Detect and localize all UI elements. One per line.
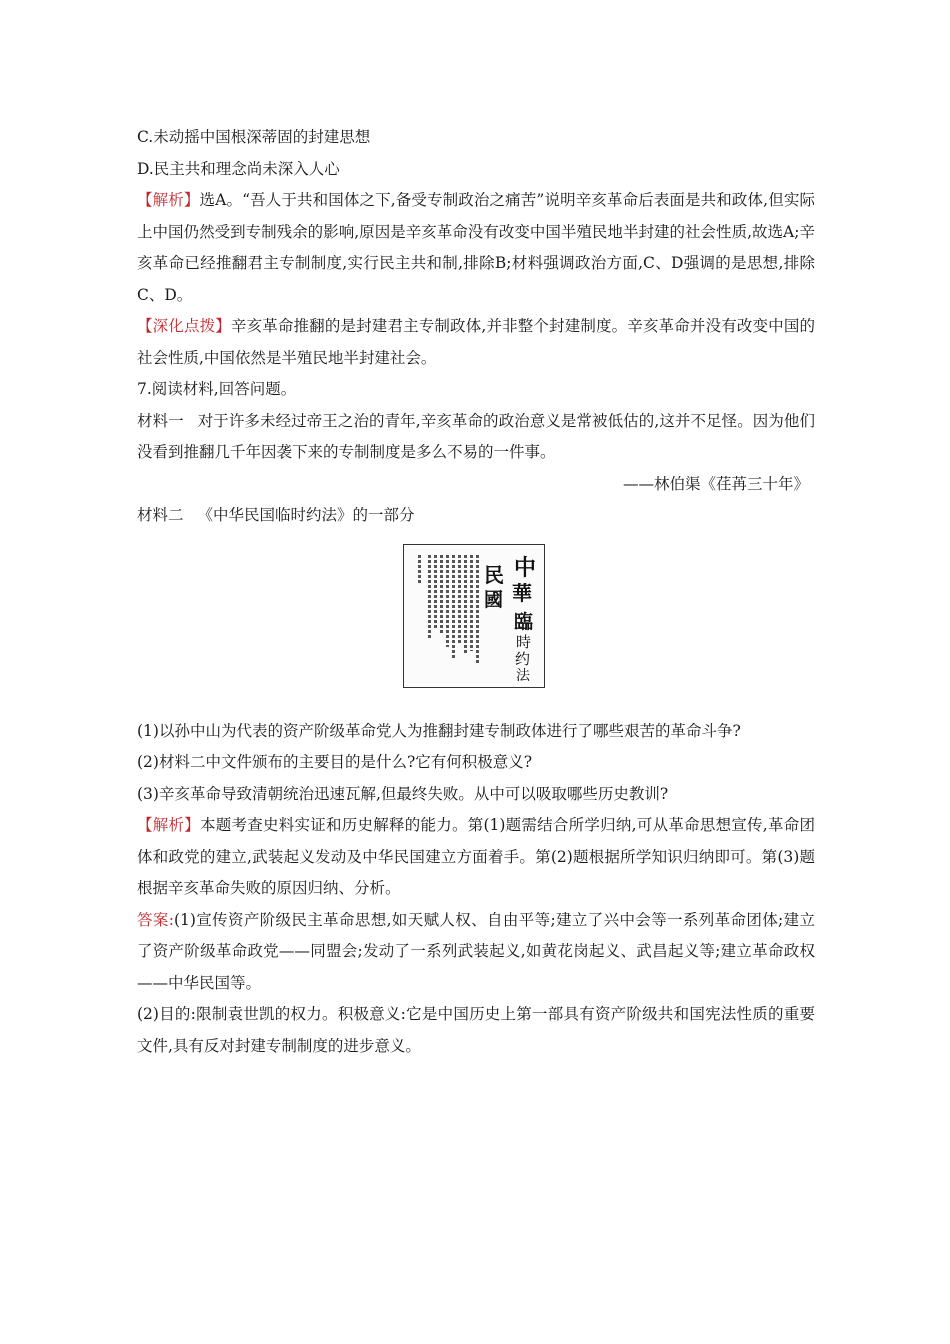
calligraphy-char: 法 (516, 667, 530, 684)
option-d: D.民主共和理念尚未深入人心 (137, 159, 340, 178)
question-2: (2)材料二中文件颁布的主要目的是什么?它有何积极意义? (137, 753, 533, 771)
text-column (464, 555, 467, 655)
text-column (434, 555, 437, 629)
material-1-paragraph (137, 406, 815, 469)
material-1-label: 材料一 (137, 411, 184, 430)
text-column (470, 555, 473, 651)
question-3: (3)辛亥革命导致清朝统治迅速瓦解,但最终失败。从中可以吸取哪些历史教训? (137, 784, 669, 803)
analysis-paragraph-2 (137, 810, 815, 905)
material-1-source: ——林伯渠《荏苒三十年》 (622, 474, 809, 493)
text-column (428, 555, 431, 639)
text-column (452, 555, 455, 659)
deepen-text: 辛亥革命推翻的是封建君主专制政体,并非整个封建制度。辛亥革命并没有改变中国的社会性质,中国依然是半殖民地半封建社会。 (137, 317, 815, 367)
calligraphy-char: 民 (484, 562, 504, 587)
analysis-tag: 【解析】 (137, 816, 200, 834)
material-1-text: 对于许多未经过帝王之治的青年,辛亥革命的政治意义是常被低估的,这并不足怪。因为他们没看到推翻几千年因袭下来的专制制度是多么不易的一件事。 (137, 411, 815, 461)
text-column (458, 555, 461, 643)
material-2-label: 材料二 (137, 506, 184, 524)
question-7-title: 7.阅读材料,回答问题。 (137, 380, 297, 398)
answer-text: (1)宣传资产阶级民主革命思想,如天赋人权、自由平等;建立了兴中会等一系列革命团体;建立了资产阶级革命政党——同盟会;发动了一系列武装起义,如黄花岗起义、武昌起义等;建立革命政权——中华民国等。 (137, 910, 815, 992)
document-page (137, 122, 815, 1062)
text-column (440, 555, 443, 635)
answer-tag: 答案: (137, 910, 174, 929)
analysis-text: 本题考查史料实证和历史解释的能力。第(1)题需结合所学归纳,可从革命思想宣传,革命团体和政党的建立,武装起义发动及中华民国建立方面着手。第(2)题根据所学知识归纳即可。第(3)题根据辛亥革命失败的原因归纳、分析。 (137, 816, 815, 897)
text-column (446, 555, 449, 647)
calligraphy-char: 時 (516, 632, 532, 651)
answer-part-1 (137, 905, 815, 1000)
analysis-tag: 【解析】 (137, 191, 200, 209)
text-column (418, 555, 421, 585)
figure-container (137, 544, 815, 702)
provisional-constitution-image (403, 544, 545, 688)
question-1: (1)以孙中山为代表的资产阶级革命党人为推翻封建专制政体进行了哪些艰苦的革命斗争? (137, 721, 741, 740)
deepen-paragraph (137, 311, 815, 374)
text-column (476, 555, 479, 665)
analysis-paragraph-1 (137, 185, 815, 311)
analysis-text: 选A。“吾人于共和国体之下,备受专制政治之痛苦”说明辛亥革命后表面是共和政体,但实际上中国仍然受到专制残余的影响,原因是辛亥革命没有改变中国半殖民地半封建的社会性质,故选A;辛亥革命已经推翻君主专制制度,实行民主共和制,排除B;材料强调政治方面,C、D强调的是思想,排除C、D。 (137, 191, 815, 304)
calligraphy-char: 约 (515, 649, 531, 668)
calligraphy-char: 華 (512, 580, 532, 605)
material-2-text: 《中华民国临时约法》的一部分 (197, 506, 415, 524)
calligraphy-char: 中 (514, 554, 537, 581)
deepen-tag: 【深化点拨】 (137, 317, 231, 335)
calligraphy-char: 國 (484, 588, 504, 611)
answer-part-2: (2)目的:限制袁世凯的权力。积极意义:它是中国历史上第一部具有资产阶级共和国宪法性质的重要文件,具有反对封建专制制度的进步意义。 (137, 1005, 815, 1055)
material-2-line (137, 500, 815, 532)
calligraphy-char: 臨 (514, 610, 534, 633)
option-c: C.未动摇中国根深蒂固的封建思想 (137, 128, 371, 146)
